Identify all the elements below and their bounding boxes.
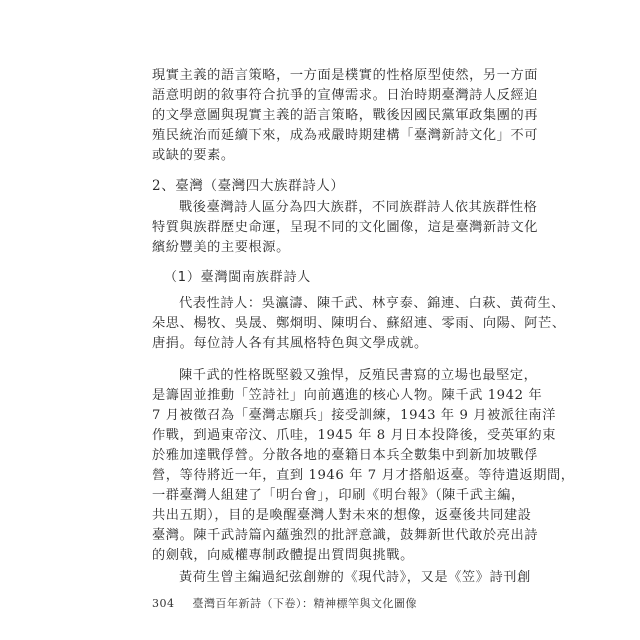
- paragraph-chen-qianwu: [152, 366, 575, 566]
- text-line: 戰後臺灣詩人區分為四大族群，不同族群詩人依其族群性格: [179, 200, 538, 215]
- text-line: 代表性詩人：吳瀛濤、陳千武、林亨泰、錦連、白萩、黃荷生、: [179, 296, 566, 311]
- running-title: 臺灣百年新詩（下卷）：精神標竿與文化圖像: [192, 597, 417, 610]
- page-footer: [152, 596, 482, 612]
- text-line: 唐捐。每位詩人各有其風格特色與文學成就。: [152, 336, 428, 351]
- text-line: 或缺的要素。: [152, 148, 235, 163]
- text-line: 特質與族群歷史命運，呈現不同的文化圖像，這是臺灣新詩文化: [152, 220, 539, 235]
- text-line: 朵思、楊牧、吳晟、鄭烱明、陳明台、蘇紹連、零雨、向陽、阿芒、: [152, 316, 566, 331]
- text-line: 7 月被徵召為「臺灣志願兵」接受訓練，1943 年 9 月被派往南洋: [152, 408, 557, 423]
- paragraph-representative-poets: [152, 294, 566, 354]
- text-line: 一群臺灣人組建了「明台會」，印刷《明台報》（陳千武主編，: [152, 488, 525, 503]
- text-line: 於雅加達戰俘營。分散各地的臺籍日本兵全數集中到新加坡戰俘: [152, 448, 539, 463]
- text-line: 營，等待將近一年，直到 1946 年 7 月才搭船返臺。等待遣返期間，: [152, 468, 575, 483]
- paragraph-huang-hesheng: [152, 568, 531, 588]
- text-line: 是籌固並推動「笠詩社」向前邁進的核心人物。陳千武 1942 年: [152, 388, 543, 403]
- page-number: 304: [152, 597, 175, 610]
- text-line: 陳千武的性格既堅毅又強悍，反殖民書寫的立場也最堅定，: [179, 368, 538, 383]
- text-line: 的文學意圖與現實主義的語言策略，戰後因國民黨軍政集團的再: [152, 108, 539, 123]
- text-line: 臺灣。陳千武詩篇內蘊強烈的批評意識，鼓舞新世代敢於亮出詩: [152, 528, 539, 543]
- text-line: 語意明朗的敘事符合抗爭的宣傳需求。日治時期臺灣詩人反經迫: [152, 88, 539, 103]
- text-line: 黃荷生曾主編過紀弦創辦的《現代詩》，又是《笠》詩刊創: [179, 570, 531, 585]
- text-line: 作戰，到過東帝汶、爪哇，1945 年 8 月日本投降後，受英軍約束: [152, 428, 557, 443]
- subsection-heading: （1）臺灣閩南族群詩人: [164, 270, 312, 285]
- section-heading: 2、臺灣（臺灣四大族群詩人）: [152, 178, 345, 194]
- text-line: 現實主義的語言策略，一方面是樸實的性格原型使然，另一方面: [152, 68, 539, 83]
- paragraph-four-ethnic-groups: [152, 198, 539, 258]
- paragraph-realism-strategy: [152, 66, 539, 166]
- text-line: 繽紛豐美的主要根源。: [152, 240, 290, 255]
- text-line: 的劍戟，向威權專制政體提出質問與挑戰。: [152, 548, 414, 563]
- text-line: 共出五期），目的是喚醒臺灣人對未來的想像，返臺後共同建設: [152, 508, 532, 523]
- text-line: 殖民統治而延續下來，成為戒嚴時期建構「臺灣新詩文化」不可: [152, 128, 539, 143]
